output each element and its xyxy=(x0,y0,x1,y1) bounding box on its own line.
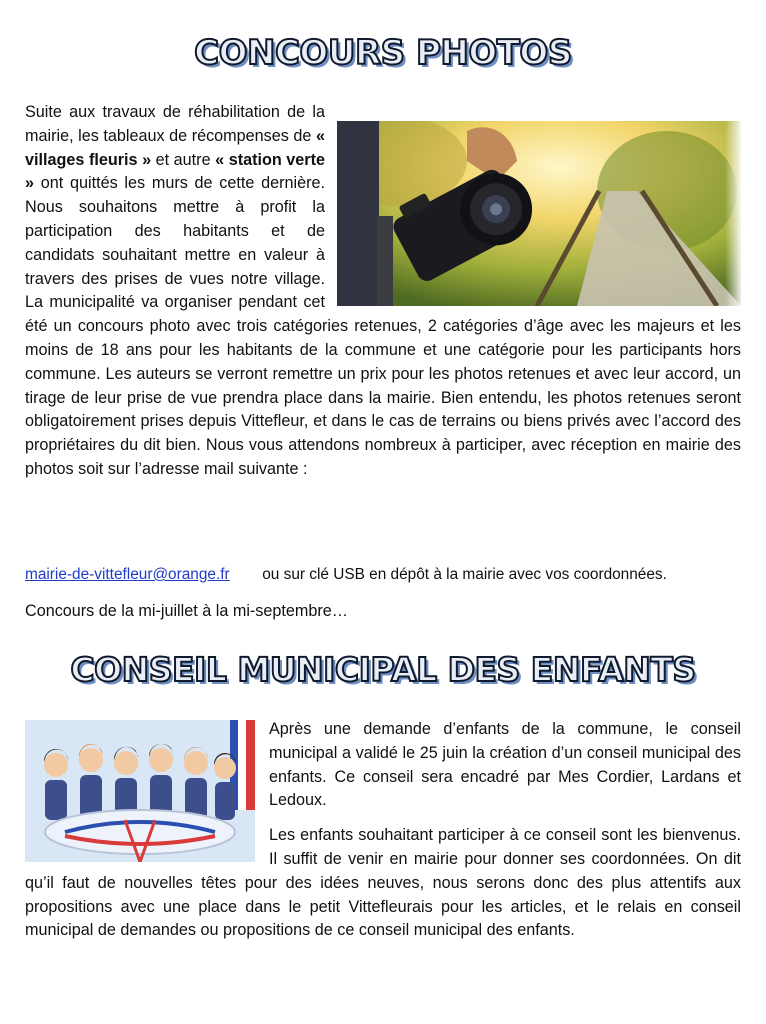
concours-dates: Concours de la mi-juillet à la mi-septembre… xyxy=(25,602,348,620)
email-suffix: ou sur clé USB en dépôt à la mairie avec vos coordonnées. xyxy=(262,566,667,583)
conseil-text-2: Les enfants souhaitant participer à ce conseil sont les bienvenus. Il suffit de venir en mairie pour donner ses coordonnées. On dit qu’il faut de nouvelles têtes pour des idées neuves, nous serons donc des plus attentifs aux propositions avec une place dans le petit Vittefleurais pour les articles, et le relais en conseil municipal de demandes ou propositions de ce conseil municipal des enfants. xyxy=(25,826,741,940)
conseil-text-1: Après une demande d’enfants de la commune, le conseil municipal a validé le 25 juin la création d’un conseil municipal des enfants. Ce conseil sera encadré par Mes Cordier, Lardans et Ledoux. xyxy=(269,720,741,810)
camera-photo xyxy=(337,121,741,306)
concours-photos-title: CONCOURS PHOTOS xyxy=(194,33,572,73)
conseil-paragraph xyxy=(25,718,741,954)
intro-text: Suite aux travaux de réhabilitation de la mairie, les tableaux de récompenses de xyxy=(25,103,325,145)
et-autre: et autre xyxy=(151,150,216,169)
concours-paragraph xyxy=(25,101,741,482)
villages-fleuris: « villages fleuris » xyxy=(25,126,325,169)
conseil-title: CONSEIL MUNICIPAL DES ENFANTS xyxy=(70,650,696,689)
email-line xyxy=(25,566,667,584)
station-verte: « station verte » xyxy=(25,150,326,193)
email-link[interactable]: mairie-de-vittefleur@orange.fr xyxy=(25,566,230,583)
main-text: ont quittés les murs de cette dernière. Nous souhaitons mettre à profit la participation des habitants et de candidats souhaitant mettre en valeur à travers des prises de vues notre village. La municipalité va organiser pendant cet été un concours photo avec trois catégories retenues, 2 catégories d’âge avec les majeurs et les moins de 18 ans pour les habitants de la commune et une catégorie pour les participants hors commune. Les auteurs se verront remettre un prix pour les photos retenues et avec leur accord, un tirage de leur prise de vue prendra place dans la mairie. Bien entendu, les photos retenues seront obligatoirement prises depuis Vittefleur, et dans le cas de terrains ou biens privés avec l’accord des propriétaires du dit bien. Nous vous attendons nombreux à participer, avec réception en mairie des photos soit sur l’adresse mail suivante : xyxy=(25,174,741,478)
children-illustration xyxy=(25,720,255,862)
